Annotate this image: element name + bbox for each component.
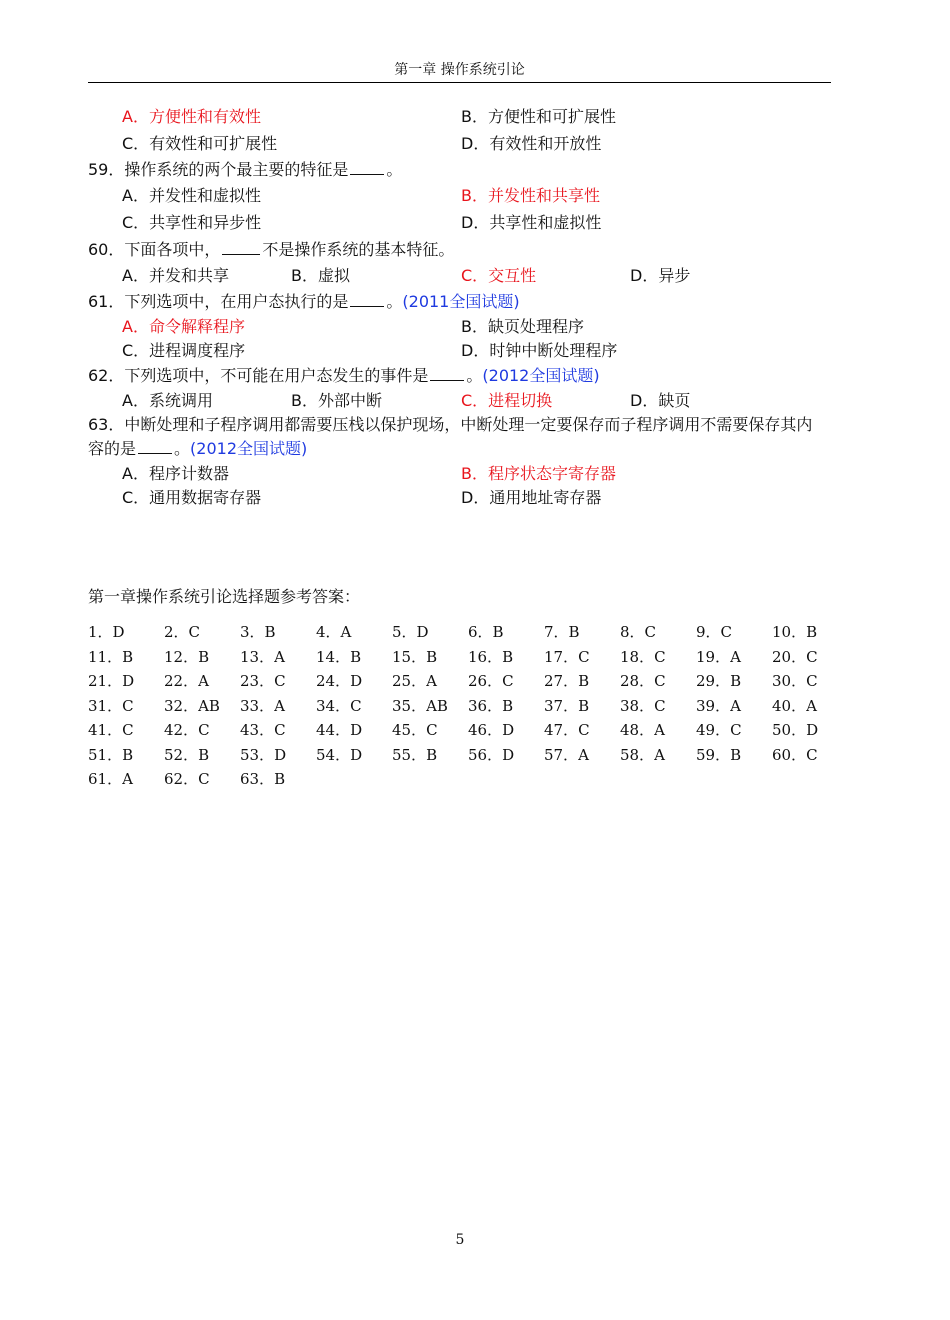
q59-stem bbox=[88, 158, 838, 182]
answer-item: 34．C bbox=[316, 696, 362, 715]
answer-item: 30．C bbox=[772, 672, 818, 690]
answer-blank bbox=[138, 439, 172, 454]
q59-options-row-1 bbox=[88, 184, 838, 208]
answer-item: 7．B bbox=[544, 623, 580, 641]
answer-item: 22．A bbox=[164, 672, 209, 690]
answer-item: 38．C bbox=[620, 696, 666, 715]
answer-item: 14．B bbox=[316, 647, 362, 666]
answer-item: 3．B bbox=[240, 623, 276, 641]
q62-source: (2012全国试题) bbox=[482, 366, 600, 385]
q61-source: (2011全国试题) bbox=[402, 292, 520, 311]
q59-option-a: A．并发性和虚拟性 bbox=[122, 186, 261, 205]
q63-option-d: D．通用地址寄存器 bbox=[461, 488, 602, 507]
answer-blank bbox=[430, 366, 464, 381]
answer-item: 20．C bbox=[772, 647, 818, 666]
q60-option-c: C．交互性 bbox=[461, 266, 537, 285]
q60-options-row bbox=[88, 264, 838, 288]
answer-item: 6．B bbox=[468, 623, 504, 641]
answer-item: 1．D bbox=[88, 623, 125, 641]
q63-option-b: B．程序状态字寄存器 bbox=[461, 464, 616, 483]
q59-stem-end: 。 bbox=[386, 160, 403, 179]
q63-options-row-1 bbox=[88, 462, 838, 486]
answer-item: 57．A bbox=[544, 745, 589, 764]
q63-stem-text-2: 容的是 bbox=[88, 439, 137, 458]
answer-item: 51．B bbox=[88, 745, 134, 764]
q63-stem-end: 。 bbox=[174, 439, 191, 458]
answer-item: 5．D bbox=[392, 623, 429, 641]
q60-stem-end: 不是操作系统的基本特征。 bbox=[262, 240, 455, 259]
answer-item: 32．AB bbox=[164, 696, 220, 715]
answer-item: 48．A bbox=[620, 721, 665, 739]
answer-item: 61．A bbox=[88, 770, 133, 788]
answer-item: 9．C bbox=[696, 623, 733, 641]
answer-row bbox=[88, 744, 848, 769]
page-number: 5 bbox=[455, 1232, 465, 1248]
q58-option-d: D．有效性和开放性 bbox=[461, 134, 602, 153]
q62-stem-text: 62．下列选项中，不可能在用户态发生的事件是 bbox=[88, 366, 429, 385]
answer-item: 15．B bbox=[392, 647, 438, 666]
answer-item: 26．C bbox=[468, 672, 514, 690]
answer-item: 17．C bbox=[544, 647, 590, 666]
answer-item: 10．B bbox=[772, 623, 818, 641]
q58-option-a: A．方便性和有效性 bbox=[122, 107, 261, 126]
q59-option-d: D．共享性和虚拟性 bbox=[461, 213, 602, 232]
q59-options-row-2 bbox=[88, 211, 838, 235]
answer-item: 31．C bbox=[88, 696, 134, 715]
answers-grid bbox=[88, 621, 848, 793]
answer-item: 19．A bbox=[696, 647, 741, 666]
q63-stem-line-1 bbox=[88, 413, 838, 437]
answer-item: 28．C bbox=[620, 672, 666, 690]
answer-item: 4．A bbox=[316, 623, 352, 641]
q62-options-row bbox=[88, 389, 838, 413]
answer-item: 23．C bbox=[240, 672, 286, 690]
q58-option-b: B．方便性和可扩展性 bbox=[461, 107, 616, 126]
answer-row bbox=[88, 695, 848, 720]
q61-option-a: A．命令解释程序 bbox=[122, 317, 245, 336]
q60-option-d: D．异步 bbox=[630, 266, 691, 285]
answer-item: 37．B bbox=[544, 696, 590, 715]
answer-item: 8．C bbox=[620, 623, 657, 641]
answer-item: 29．B bbox=[696, 672, 742, 690]
answer-item: 12．B bbox=[164, 647, 210, 666]
page-header bbox=[88, 60, 831, 83]
answer-item: 60．C bbox=[772, 745, 818, 764]
answer-item: 49．C bbox=[696, 721, 742, 739]
q62-stem-end: 。 bbox=[466, 366, 483, 385]
answer-item: 45．C bbox=[392, 721, 438, 739]
header-title: 第一章 操作系统引论 bbox=[394, 62, 525, 78]
answer-item: 46．D bbox=[468, 721, 515, 739]
answer-item: 27．B bbox=[544, 672, 590, 690]
answer-row bbox=[88, 621, 848, 646]
q60-option-b: B．虚拟 bbox=[291, 266, 350, 285]
answers-title: 第一章操作系统引论选择题参考答案： bbox=[88, 587, 361, 606]
q63-source: (2012全国试题) bbox=[190, 439, 308, 458]
q62-option-a: A．系统调用 bbox=[122, 391, 213, 410]
answer-row bbox=[88, 646, 848, 671]
q61-option-d: D．时钟中断处理程序 bbox=[461, 341, 618, 360]
q63-option-a: A．程序计数器 bbox=[122, 464, 229, 483]
answer-item: 44．D bbox=[316, 721, 363, 739]
answer-blank bbox=[350, 292, 384, 307]
q63-option-c: C．通用数据寄存器 bbox=[122, 488, 262, 507]
answer-item: 35．AB bbox=[392, 696, 448, 715]
answer-item: 56．D bbox=[468, 745, 515, 764]
answer-item: 39．A bbox=[696, 696, 741, 715]
q59-stem-text: 59．操作系统的两个最主要的特征是 bbox=[88, 160, 349, 179]
answer-row bbox=[88, 768, 848, 793]
answer-item: 25．A bbox=[392, 672, 437, 690]
answer-item: 47．C bbox=[544, 721, 590, 739]
answer-item: 54．D bbox=[316, 745, 363, 764]
q58-options-row-2 bbox=[88, 132, 838, 156]
q60-option-a: A．并发和共享 bbox=[122, 266, 229, 285]
q61-stem-text: 61．下列选项中，在用户态执行的是 bbox=[88, 292, 349, 311]
answer-item: 24．D bbox=[316, 672, 363, 690]
answer-item: 58．A bbox=[620, 745, 665, 764]
q63-stem-line-2 bbox=[88, 437, 838, 461]
answer-item: 40．A bbox=[772, 696, 817, 715]
q61-option-b: B．缺页处理程序 bbox=[461, 317, 584, 336]
answer-item: 11．B bbox=[88, 647, 134, 666]
answer-item: 33．A bbox=[240, 696, 285, 715]
q59-option-c: C．共享性和异步性 bbox=[122, 213, 262, 232]
answer-item: 18．C bbox=[620, 647, 666, 666]
answer-item: 53．D bbox=[240, 745, 287, 764]
answer-item: 36．B bbox=[468, 696, 514, 715]
q61-option-c: C．进程调度程序 bbox=[122, 341, 246, 360]
q61-options-row-2 bbox=[88, 339, 838, 363]
answer-item: 50．D bbox=[772, 721, 819, 739]
q61-stem-end: 。 bbox=[386, 292, 403, 311]
answer-blank bbox=[222, 240, 260, 255]
q63-stem-text: 63．中断处理和子程序调用都需要压栈以保护现场，中断处理一定要保存而子程序调用不需要保存其内 bbox=[88, 415, 813, 434]
q62-stem bbox=[88, 364, 838, 388]
answer-item: 2．C bbox=[164, 623, 201, 641]
q61-options-row-1 bbox=[88, 315, 838, 339]
answer-item: 52．B bbox=[164, 745, 210, 764]
answer-item: 62．C bbox=[164, 770, 210, 788]
answer-item: 13．A bbox=[240, 647, 285, 666]
q60-stem-text: 60．下面各项中， bbox=[88, 240, 221, 259]
answer-item: 55．B bbox=[392, 745, 438, 764]
answer-row bbox=[88, 670, 848, 695]
q61-stem bbox=[88, 290, 838, 314]
answer-item: 42．C bbox=[164, 721, 210, 739]
q58-options-row-1 bbox=[88, 105, 838, 129]
answer-item: 21．D bbox=[88, 672, 135, 690]
q63-options-row-2 bbox=[88, 486, 838, 510]
answer-item: 63．B bbox=[240, 770, 286, 788]
q62-option-d: D．缺页 bbox=[630, 391, 691, 410]
q62-option-b: B．外部中断 bbox=[291, 391, 382, 410]
q60-stem bbox=[88, 238, 838, 262]
q62-option-c: C．进程切换 bbox=[461, 391, 553, 410]
answer-item: 59．B bbox=[696, 745, 742, 764]
answer-blank bbox=[350, 160, 384, 175]
answer-item: 43．C bbox=[240, 721, 286, 739]
q58-option-c: C．有效性和可扩展性 bbox=[122, 134, 278, 153]
answer-item: 41．C bbox=[88, 721, 134, 739]
answer-row bbox=[88, 719, 848, 744]
answer-item: 16．B bbox=[468, 647, 514, 666]
q59-option-b: B．并发性和共享性 bbox=[461, 186, 600, 205]
